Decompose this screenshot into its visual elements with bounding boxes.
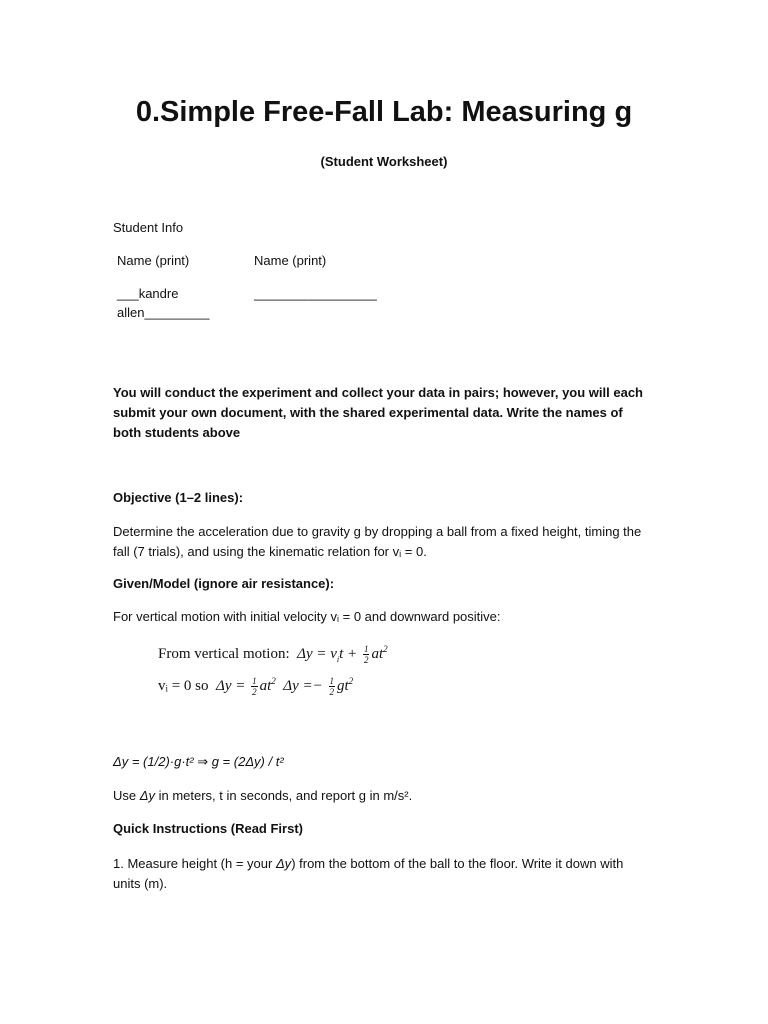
units-note-symbol: Δy: [139, 788, 155, 803]
page-title: 0.Simple Free-Fall Lab: Measuring g: [135, 96, 633, 128]
equation-2-prefix: vᵢ = 0 so: [158, 678, 209, 694]
units-note-pre: Use: [113, 788, 137, 803]
name-label-1: Name (print): [117, 253, 190, 268]
model-heading: Given/Model (ignore air resistance):: [113, 576, 335, 591]
equation-2: [158, 676, 353, 697]
equation-1-math: $\Delta y = v_it$ + $\frac{1}{2}$ $at^2$: [293, 644, 388, 666]
step1-post: ) from the bottom of the ball to the floor. Write it down with units (m).: [113, 856, 624, 891]
page-subtitle: (Student Worksheet): [320, 154, 448, 169]
name-value-1-line1: ___kandre: [117, 286, 179, 301]
units-note-post: in meters, t in seconds, and report g in m/s².: [154, 788, 413, 803]
instructions-heading: Quick Instructions (Read First): [113, 821, 303, 836]
name-label-2: Name (print): [254, 253, 327, 268]
derived-formula: Δy = (1/2)·g·t² ⇒ g = (2Δy) / t²: [113, 754, 284, 769]
pairs-note: You will conduct the experiment and collect your data in pairs; however, you will each submit your own document, with the shared experimental data. Write the names of both students above: [113, 385, 643, 440]
units-note: [113, 788, 412, 803]
equation-2-math: Δy = $\frac{1}{2}$ $at^2$ Δy =− $\frac{1}{2}$ $gt^2$: [212, 676, 354, 698]
model-text: For vertical motion with initial velocity vᵢ = 0 and downward positive:: [113, 609, 501, 624]
equation-1-prefix: From vertical motion:: [158, 646, 290, 662]
name-value-2: _________________: [254, 286, 377, 301]
student-info-heading: Student Info: [113, 220, 184, 235]
step1-symbol: Δy: [275, 856, 292, 871]
objective-text: Determine the acceleration due to gravity g by dropping a ball from a fixed height, timing the fall (7 trials), and using the kinematic relation for vᵢ = 0.: [113, 524, 642, 559]
step1-pre: 1. Measure height (h = your: [113, 856, 276, 871]
name-value-1-line2: allen_________: [117, 305, 210, 320]
objective-heading: Objective (1–2 lines):: [113, 490, 244, 505]
equation-1: [158, 644, 388, 665]
instruction-step-1: [113, 854, 643, 894]
